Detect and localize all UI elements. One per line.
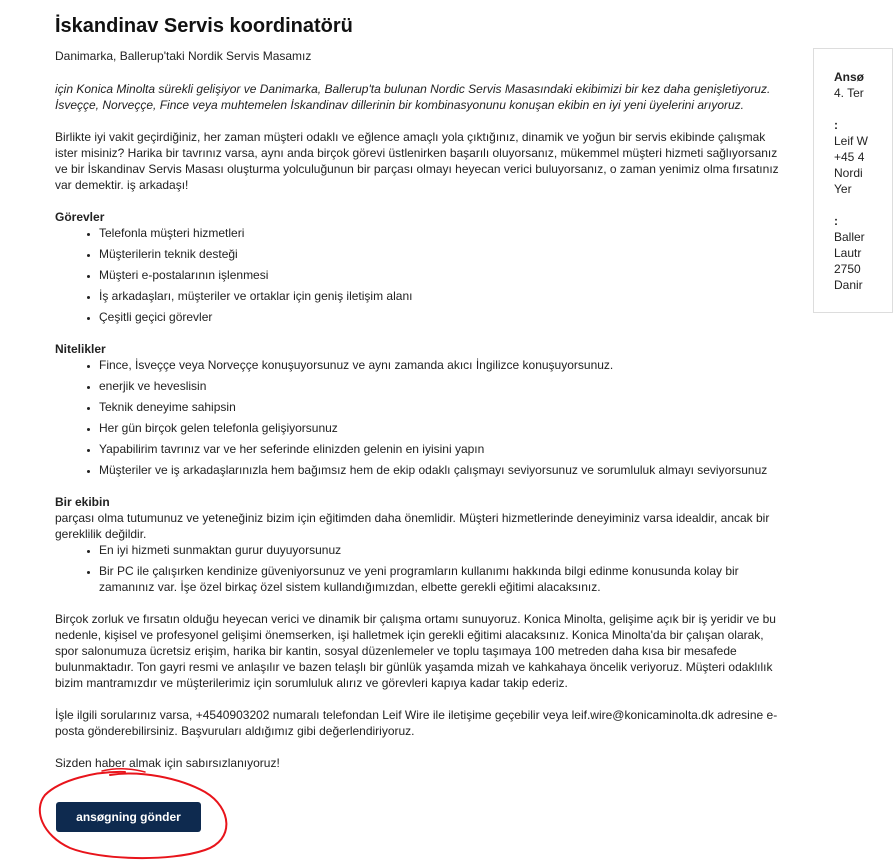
job-info-panel [813,48,893,313]
tasks-list [55,225,785,325]
list-item: • Müşteri e-postalarının işlenmesi [99,267,785,283]
job-subtitle: Danimarka, Ballerup'taki Nordik Servis Masamız [55,49,312,63]
list-item: • Yapabilirim tavrınız var ve her seferinde elinizden gelenin en iyisini yapın [99,441,785,457]
team-list [55,542,785,595]
list-item: • Teknik deneyime sahipsin [99,399,785,415]
team-heading: Bir ekibin [55,495,110,509]
qualifications-list [55,357,785,478]
address-line: Baller [834,230,865,244]
contact-name: Leif W [834,134,869,148]
contact-paragraph: İşle ilgili sorularınız varsa, +4540903202 numaralı telefondan Leif Wire ile iletişime geçebilir veya leif.wire@konicaminolta.dk adresine e-posta gönderebilirsiniz. Başvuruları aldığımız gibi değerlendiriyoruz. [55,708,778,738]
closing-text: Sizden haber almak için sabırsızlanıyoruz! [55,756,280,770]
list-item: • Fince, İsveççe veya Norveççe konuşuyorsunuz ve aynı zamanda akıcı İngilizce konuşuyorsunuz. [99,357,785,373]
deadline-label: Ansø [834,70,864,84]
list-item: • İş arkadaşları, müşteriler ve ortaklar için geniş iletişim alanı [99,288,785,304]
address-line: 2750 [834,262,861,276]
team-paragraph: parçası olma tutumunuz ve yeteneğiniz bizim için eğitimden daha önemlidir. Müşteri hizmetlerinde deneyiminiz varsa idealdir, ancak bir gereklilik değildir. [55,511,770,541]
deadline-value: 4. Ter [834,86,864,100]
list-item: • Müşteriler ve iş arkadaşlarınızla hem bağımsız hem de ekip odaklı çalışmayı seviyorsunuz ve sorumluluk almayı seviyorsunuz [99,462,785,478]
benefits-paragraph: Birçok zorluk ve fırsatın olduğu heyecan verici ve dinamik bir çalışma ortamı sunuyoruz. Konica Minolta, gelişime açık bir iş yeridir ve bu nedenle, kişisel ve profesyonel gelişimi önemserken, işi halletmek için gerekli eğitimi alacaksınız. Konica Minolta'da bir çalışan olarak, spor salonumuza ücretsiz erişim, harika bir kantin, sosyal düzenlemeler ve toplu taşımaya 100 metreden daha kısa bir mesafede bulunmaktadır. Ton gayri resmi ve anlaşılır ve bazen telaşlı bir günlük yaşamda mizah ve kahkahaya öncelik veriyoruz. Müşteri odaklılık bizim mantramızdır ve müşterilerimiz için sorumluluk alırız ve görevleri kapıya kadar takip ederiz. [55,612,776,690]
description-paragraph: Birlikte iyi vakit geçirdiğiniz, her zaman müşteri odaklı ve eğlence amaçlı yola çıktığınız, dinamik ve yoğun bir servis ekibinde çalışmak ister misiniz? Harika bir tavrınız varsa, aynı anda birçok görevi üstlenirken başarılı oluyorsanız, mükemmel müşteri hizmeti sağlıyorsanız ve bir İskandinav Servis Masası oluşturma yolculuğunun bir parçası olmayı heyecan verici buluyorsanız, o zaman yenimiz olma fırsatınız var demektir. iş arkadaşı! [55,130,779,192]
list-item: • Bir PC ile çalışırken kendinize güveniyorsunuz ve yeni programların kullanımı hakkında bilgi edinme konusunda kolay bir zamanınız var. İşe özel birkaç özel sistem kullandığımızdan, elbette gerekli eğitimi alacaksınız. [99,563,785,595]
contact-phone: +45 4 [834,150,865,164]
page-title: İskandinav Servis koordinatörü [55,15,353,37]
list-item: • Her gün birçok gelen telefonla gelişiyorsunuz [99,420,785,436]
list-item: • En iyi hizmeti sunmaktan gurur duyuyorsunuz [99,542,785,558]
contact-label: : [834,118,838,132]
list-item: • Çeşitli geçici görevler [99,309,785,325]
address-line: Lautr [834,246,862,260]
contact-department: Nordi [834,166,863,180]
tasks-heading: Görevler [55,210,105,224]
apply-button[interactable]: ansøgning gönder [56,802,201,832]
contact-location: Yer [834,182,852,196]
job-posting [55,0,785,771]
address-label: : [834,214,838,228]
address-line: Danir [834,278,863,292]
intro-paragraph: için Konica Minolta sürekli gelişiyor ve Danimarka, Ballerup'ta bulunan Nordic Servis Masasındaki ekibimizi bir kez daha genişletiyoruz. İsveççe, Norveççe, Fince veya muhtemelen İskandinav dillerinin bir kombinasyonunu konuşan ekibin en iyi yeni üyelerini arıyoruz. [55,82,771,112]
list-item: • Telefonla müşteri hizmetleri [99,225,785,241]
list-item: • Müşterilerin teknik desteği [99,246,785,262]
qualifications-heading: Nitelikler [55,342,106,356]
list-item: • enerjik ve heveslisin [99,378,785,394]
